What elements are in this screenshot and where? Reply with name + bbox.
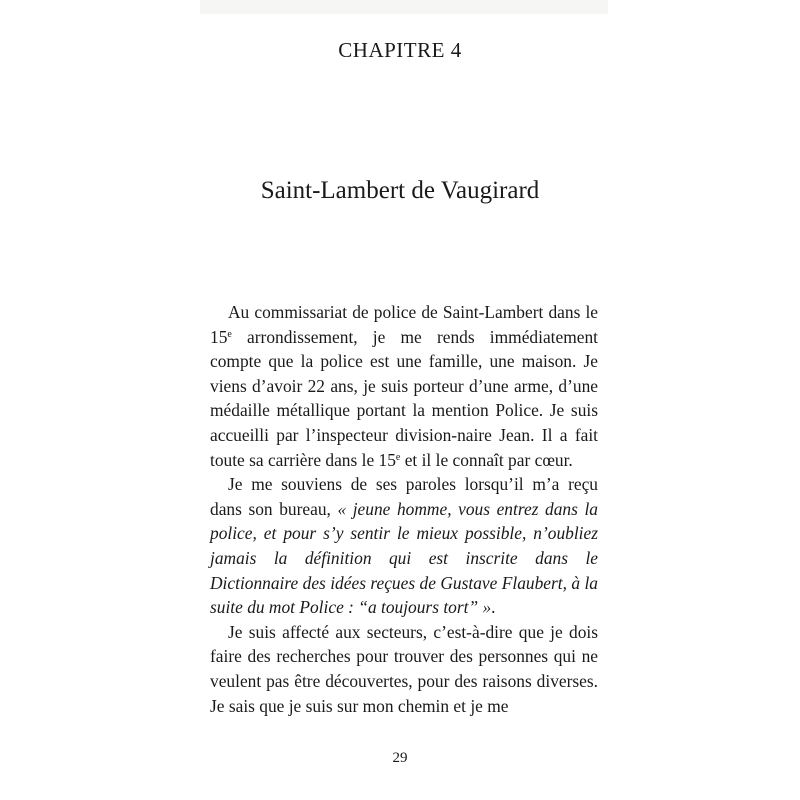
paragraph-1-text-a: Au commissariat de police de Saint-Lambert dans le 15: [210, 302, 598, 347]
paragraph-2-end: .: [491, 597, 496, 618]
chapter-heading: CHAPITRE 4: [338, 38, 462, 62]
ordinal-superscript: e: [227, 328, 232, 340]
paragraph-2: [210, 472, 598, 620]
paragraph-1-text-c: et il le connaît par cœur.: [400, 449, 573, 470]
chapter-title: Saint-Lambert de Vaugirard: [260, 177, 540, 204]
page-number: 29: [392, 750, 408, 766]
body-text: [210, 300, 598, 718]
ordinal-superscript: e: [395, 451, 401, 463]
paragraph-1: [210, 300, 598, 472]
paragraph-2-intro: Je me souviens de ses paroles lorsqu’il m’a reçu dans son bureau,: [210, 474, 598, 519]
flaubert-quotation: « jeune homme, vous entrez dans la police, et pour s’y sentir le mieux possible, n’oubliez jamais la définition qui est inscrite dans le Dictionnaire des idées reçues de Gustave Flaubert, à la suite du mot Police : “a toujours tort” »: [210, 498, 598, 618]
paragraph-3: Je suis affecté aux secteurs, c’est-à-dire que je dois faire des recherches pour trouver des personnes qui ne veulent pas être découvertes, pour des raisons diverses. Je sais que je suis sur mon chemin et je me: [210, 621, 598, 716]
top-edge-strip: [200, 0, 608, 14]
paragraph-1-text-b: arrondissement, je me rends immédiatement compte que la police est une famille, une maison. Je viens d’avoir 22 ans, je suis porteur d’une arme, d’une médaille métallique portant la mention Police. Je suis accueilli par l’inspecteur division-naire Jean. Il a fait toute sa carrière dans le 15: [210, 326, 598, 470]
